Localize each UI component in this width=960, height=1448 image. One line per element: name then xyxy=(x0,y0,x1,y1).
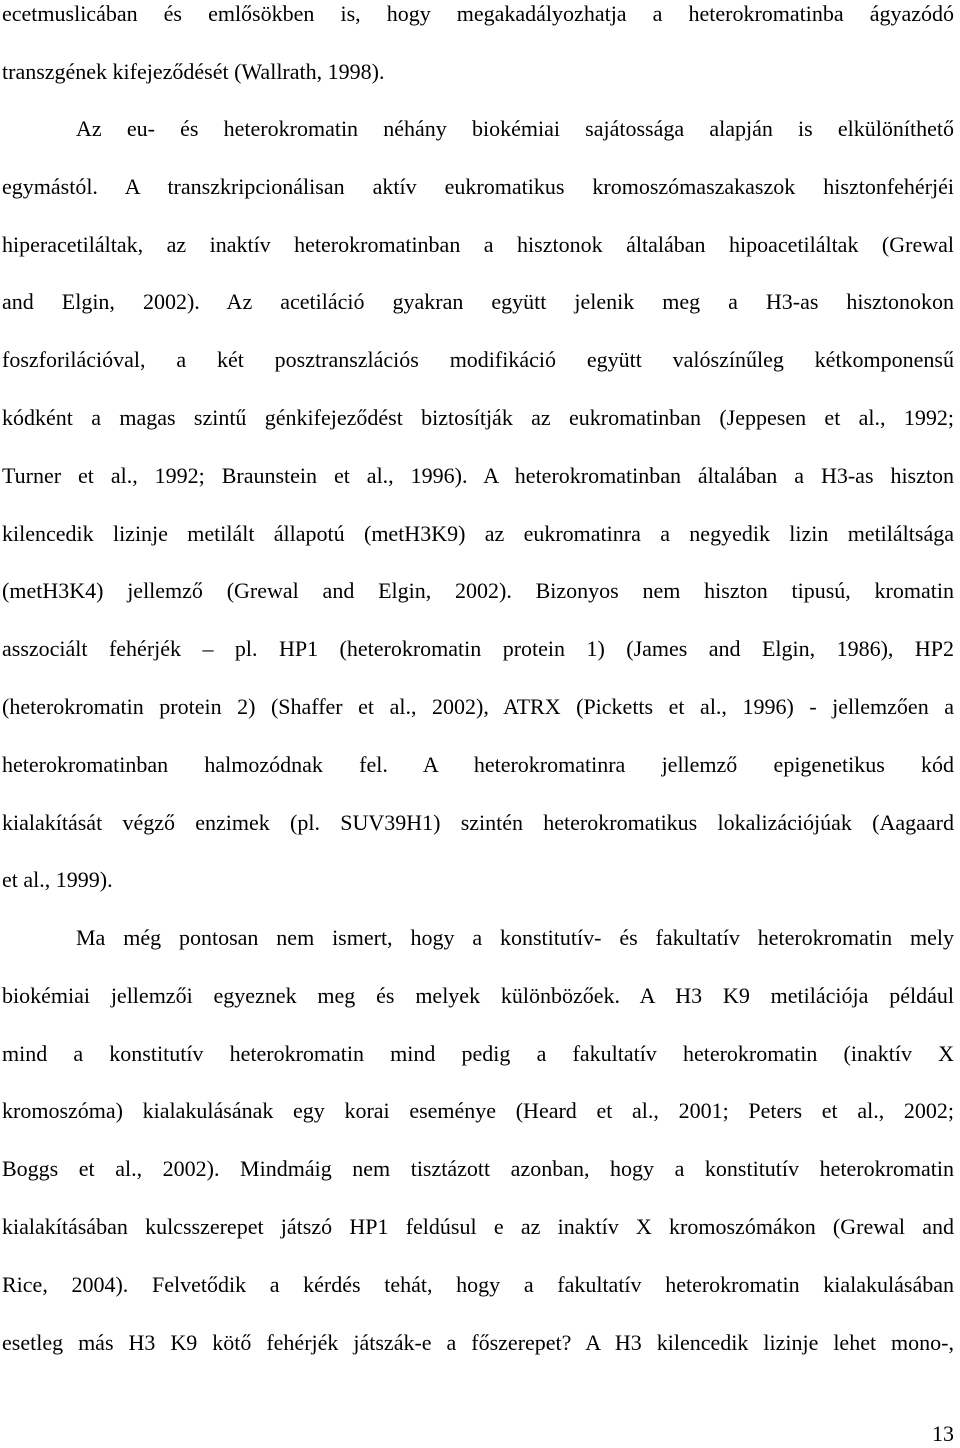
text-line: kialakításában kulcsszerepet játszó HP1 feldúsul e az inaktív X kromoszómákon (Grewal and xyxy=(2,1213,954,1239)
text-line: (metH3K4) jellemző (Grewal and Elgin, 2002). Bizonyos nem hiszton tipusú, kromatin xyxy=(2,578,954,604)
paragraph-2 xyxy=(2,115,954,924)
page-number: 13 xyxy=(932,1421,954,1446)
text-line: Ma még pontosan nem ismert, hogy a konstitutív- és fakultatív heterokromatin mely xyxy=(76,925,954,950)
text-line: et al., 1999). xyxy=(2,867,113,893)
text-line: Rice, 2004). Felvetődik a kérdés tehát, hogy a fakultatív heterokromatin kialakulásában xyxy=(2,1271,954,1297)
text-line: transzgének kifejeződését (Wallrath, 1998). xyxy=(2,58,385,84)
text-line: hiperacetiláltak, az inaktív heterokromatinban a hisztonok általában hipoacetiláltak (Grewal xyxy=(2,231,954,257)
text-line: biokémiai jellemzői egyeznek meg és melyek különbözőek. A H3 K9 metilációja például xyxy=(2,982,954,1008)
text-line: Az eu- és heterokromatin néhány biokémiai sajátossága alapján is elkülöníthető xyxy=(76,116,954,141)
text-line: mind a konstitutív heterokromatin mind pedig a fakultatív heterokromatin (inaktív X xyxy=(2,1040,954,1066)
text-line: asszociált fehérjék – pl. HP1 (heterokromatin protein 1) (James and Elgin, 1986), HP2 xyxy=(2,636,954,662)
text-line: esetleg más H3 K9 kötő fehérjék játszák-e a főszerepet? A H3 kilencedik lizinje lehet mono-, xyxy=(2,1329,954,1355)
text-line: Turner et al., 1992; Braunstein et al., 1996). A heterokromatinban általában a H3-as hiszton xyxy=(2,462,954,488)
text-line: kromoszóma) kialakulásának egy korai eseménye (Heard et al., 2001; Peters et al., 2002; xyxy=(2,1098,954,1124)
paragraph-3 xyxy=(2,924,954,1386)
text-line: (heterokromatin protein 2) (Shaffer et al., 2002), ATRX (Picketts et al., 1996) - jellemzően a xyxy=(2,693,954,719)
text-line: kialakítását végző enzimek (pl. SUV39H1) szintén heterokromatikus lokalizációjúak (Aagaard xyxy=(2,809,954,835)
text-line: and Elgin, 2002). Az acetiláció gyakran együtt jelenik meg a H3-as hisztonokon xyxy=(2,289,954,315)
text-line: egymástól. A transzkripcionálisan aktív eukromatikus kromoszómaszakaszok hisztonfehérjéi xyxy=(2,173,954,199)
text-line: heterokromatinban halmozódnak fel. A heterokromatinra jellemző epigenetikus kód xyxy=(2,751,954,777)
text-line: kilencedik lizinje metilált állapotú (metH3K9) az eukromatinra a negyedik lizin metiláltsága xyxy=(2,520,954,546)
text-line: Boggs et al., 2002). Mindmáig nem tisztázott azonban, hogy a konstitutív heterokromatin xyxy=(2,1156,954,1182)
paragraph-1 xyxy=(2,0,954,116)
text-line: foszforilációval, a két posztranszlációs modifikáció együtt valószínűleg kétkomponensű xyxy=(2,347,954,373)
text-line: ecetmuslicában és emlősökben is, hogy megakadályozhatja a heterokromatinba ágyazódó xyxy=(2,1,954,26)
text-line: kódként a magas szintű génkifejeződést biztosítják az eukromatinban (Jeppesen et al., 1992; xyxy=(2,404,954,430)
